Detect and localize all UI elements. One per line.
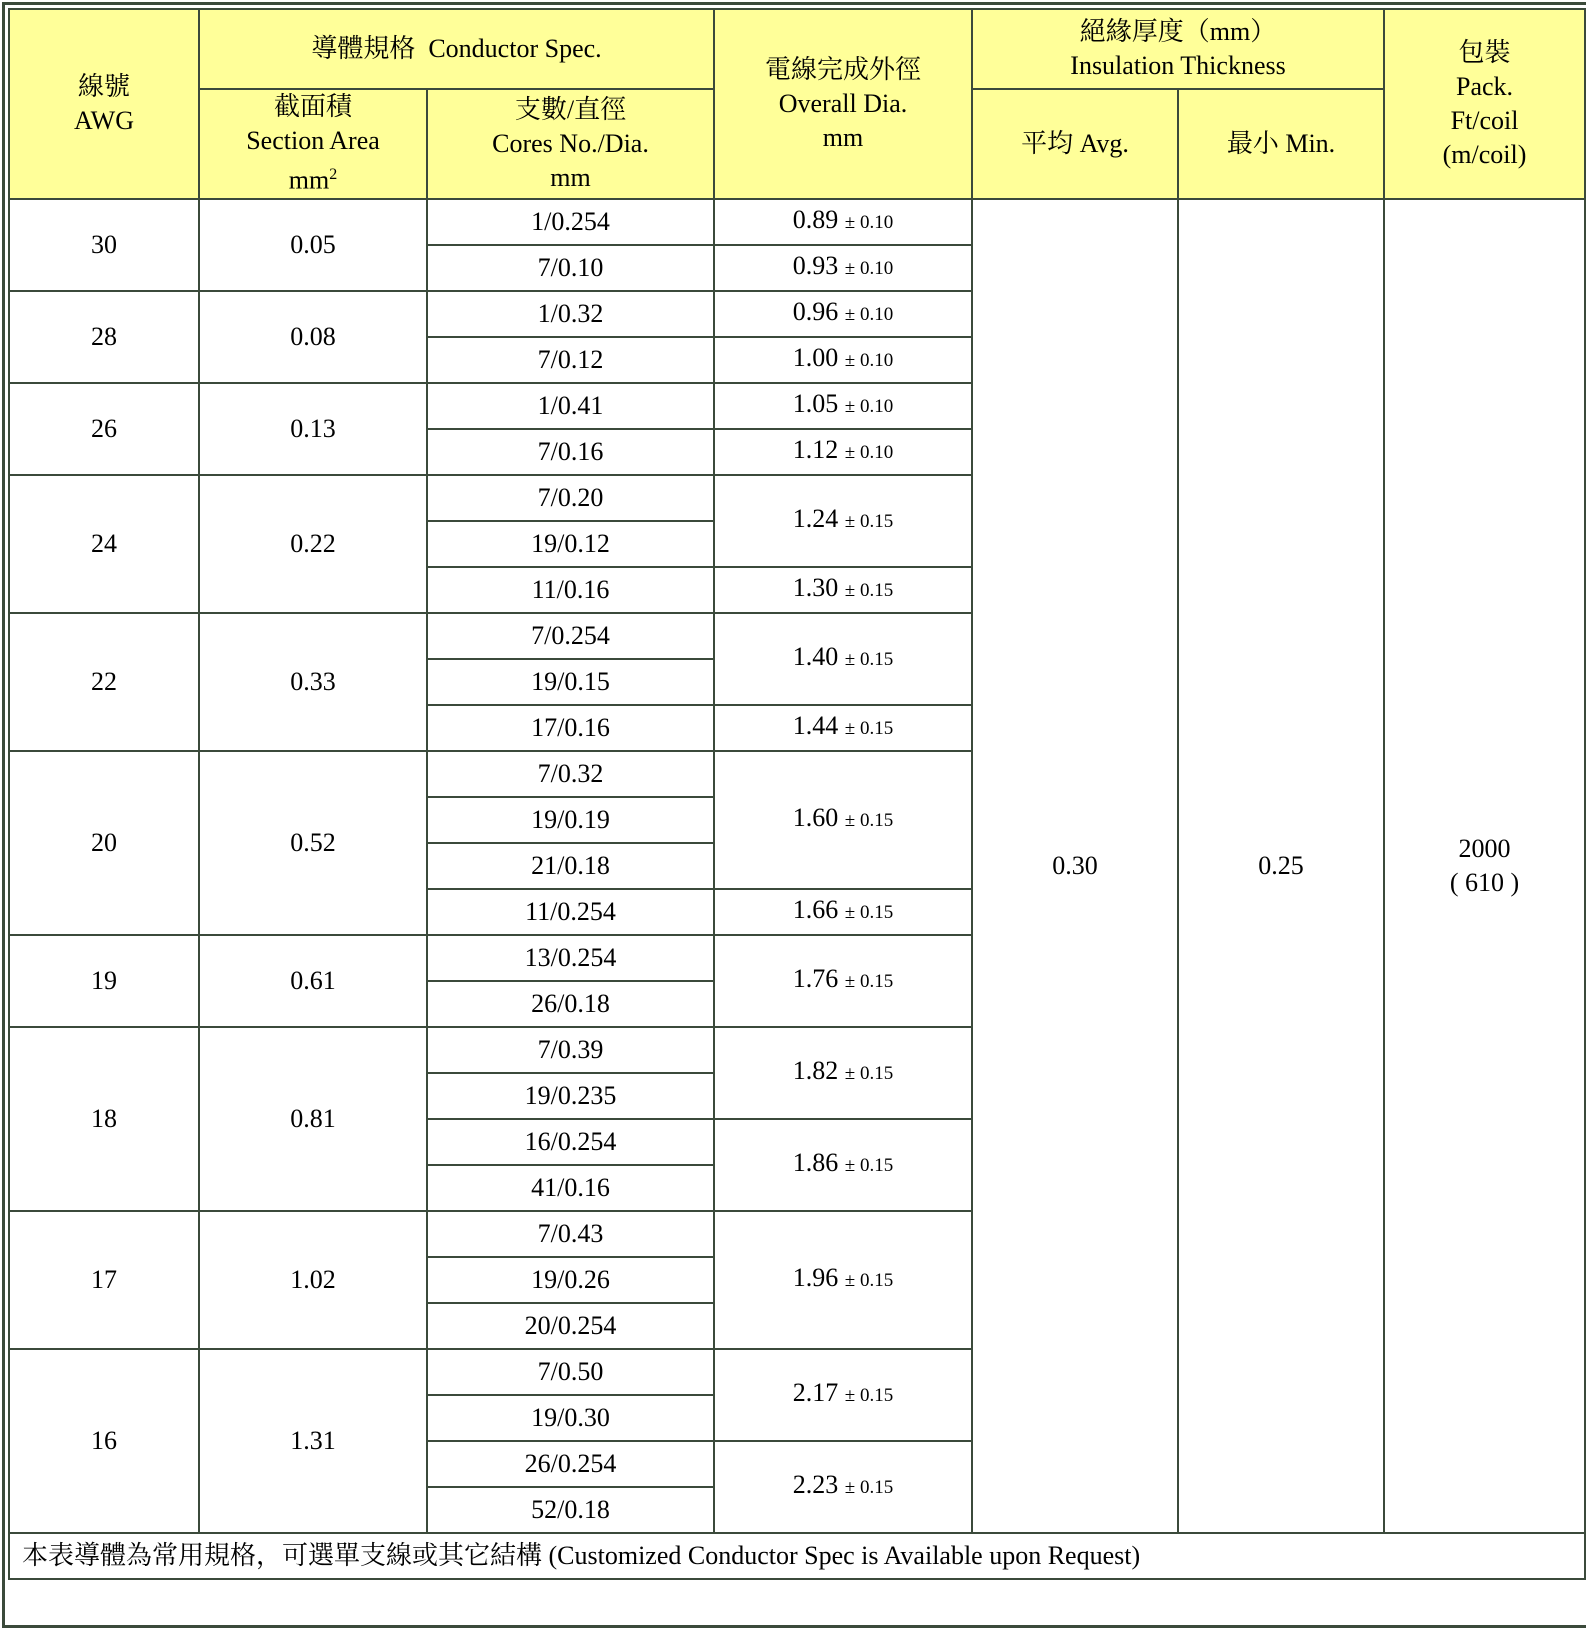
- awg-cell: 24: [9, 475, 199, 613]
- overall-dia-value: 1.24: [792, 504, 839, 534]
- conductor-spec-header: 導體規格 Conductor Spec.: [199, 9, 714, 89]
- section-area-cell: 0.61: [199, 935, 427, 1027]
- section-area-cell: 0.52: [199, 751, 427, 935]
- cores-dia-header: 支數/直徑 Cores No./Dia. mm: [427, 89, 714, 199]
- cores-cell: 7/0.16: [427, 429, 714, 475]
- awg-cell: 22: [9, 613, 199, 751]
- cores-cell: 19/0.19: [427, 797, 714, 843]
- overall-dia-cell: [714, 245, 972, 291]
- overall-dia-cell: [714, 1349, 972, 1441]
- overall-dia-cell: [714, 1027, 972, 1119]
- overall-dia-value: 1.60: [792, 803, 839, 833]
- overall-dia-value: 0.96: [792, 297, 839, 327]
- overall-dia-value: 0.93: [792, 251, 839, 281]
- cores-cell: 1/0.32: [427, 291, 714, 337]
- cores-cell: 7/0.12: [427, 337, 714, 383]
- insulation-avg-cell: 0.30: [972, 199, 1178, 1533]
- cores-cell: 7/0.10: [427, 245, 714, 291]
- cores-cell: 19/0.26: [427, 1257, 714, 1303]
- overall-dia-cell: [714, 935, 972, 1027]
- overall-dia-value: 2.23: [792, 1470, 839, 1500]
- overall-dia-tolerance: ± 0.15: [844, 1063, 894, 1085]
- section-area-cell: 1.31: [199, 1349, 427, 1533]
- overall-dia-cell: [714, 291, 972, 337]
- overall-dia-cell: [714, 889, 972, 935]
- section-area-cell: 0.08: [199, 291, 427, 383]
- cores-cell: 17/0.16: [427, 705, 714, 751]
- overall-dia-tolerance: ± 0.15: [844, 649, 894, 671]
- cores-cell: 7/0.32: [427, 751, 714, 797]
- awg-cell: 17: [9, 1211, 199, 1349]
- overall-dia-value: 1.00: [792, 343, 839, 373]
- insulation-min-header: 最小 Min.: [1178, 89, 1384, 199]
- overall-dia-tolerance: ± 0.10: [844, 212, 894, 234]
- awg-header: 線號 AWG: [9, 9, 199, 199]
- overall-dia-tolerance: ± 0.15: [844, 1270, 894, 1292]
- cores-cell: 7/0.50: [427, 1349, 714, 1395]
- overall-dia-cell: [714, 705, 972, 751]
- overall-dia-tolerance: ± 0.15: [844, 810, 894, 832]
- cores-cell: 11/0.16: [427, 567, 714, 613]
- cores-cell: 1/0.41: [427, 383, 714, 429]
- pack-header: 包裝 Pack. Ft/coil (m/coil): [1384, 9, 1585, 199]
- section-area-cell: 0.05: [199, 199, 427, 291]
- overall-dia-cell: [714, 567, 972, 613]
- overall-dia-tolerance: ± 0.15: [844, 971, 894, 993]
- overall-dia-tolerance: ± 0.15: [844, 1477, 894, 1499]
- cores-cell: 41/0.16: [427, 1165, 714, 1211]
- overall-dia-tolerance: ± 0.10: [844, 396, 894, 418]
- cores-cell: 19/0.30: [427, 1395, 714, 1441]
- overall-dia-cell: [714, 429, 972, 475]
- overall-dia-tolerance: ± 0.10: [844, 350, 894, 372]
- cores-cell: 11/0.254: [427, 889, 714, 935]
- overall-dia-tolerance: ± 0.10: [844, 258, 894, 280]
- overall-dia-value: 1.66: [792, 895, 839, 925]
- overall-dia-value: 1.82: [792, 1056, 839, 1086]
- cores-cell: 52/0.18: [427, 1487, 714, 1533]
- footnote: 本表導體為常用規格，可選單支線或其它結構 (Customized Conductor Spec is Available upon Request): [9, 1533, 1585, 1579]
- cores-cell: 16/0.254: [427, 1119, 714, 1165]
- overall-dia-tolerance: ± 0.15: [844, 1385, 894, 1407]
- awg-cell: 18: [9, 1027, 199, 1211]
- cores-cell: 19/0.235: [427, 1073, 714, 1119]
- insulation-thickness-header: 絕緣厚度（mm） Insulation Thickness: [972, 9, 1384, 89]
- overall-dia-cell: [714, 1119, 972, 1211]
- cores-cell: 7/0.43: [427, 1211, 714, 1257]
- overall-dia-cell: [714, 1211, 972, 1349]
- overall-dia-cell: [714, 613, 972, 705]
- overall-dia-value: 1.12: [792, 435, 839, 465]
- overall-dia-tolerance: ± 0.15: [844, 718, 894, 740]
- cores-cell: 7/0.254: [427, 613, 714, 659]
- overall-dia-value: 1.86: [792, 1148, 839, 1178]
- wire-spec-table: [8, 8, 1586, 1580]
- insulation-min-cell: 0.25: [1178, 199, 1384, 1533]
- cores-cell: 26/0.18: [427, 981, 714, 1027]
- overall-dia-tolerance: ± 0.10: [844, 442, 894, 464]
- awg-cell: 16: [9, 1349, 199, 1533]
- overall-dia-cell: [714, 751, 972, 889]
- cores-cell: 13/0.254: [427, 935, 714, 981]
- section-area-cell: 1.02: [199, 1211, 427, 1349]
- insulation-avg-header: 平均 Avg.: [972, 89, 1178, 199]
- awg-cell: 20: [9, 751, 199, 935]
- overall-dia-tolerance: ± 0.15: [844, 1155, 894, 1177]
- awg-cell: 30: [9, 199, 199, 291]
- overall-dia-cell: [714, 199, 972, 245]
- section-area-cell: 0.22: [199, 475, 427, 613]
- section-area-header: 截面積 Section Area $mm^2$: [199, 89, 427, 199]
- overall-dia-cell: [714, 383, 972, 429]
- overall-dia-value: 0.89: [792, 205, 839, 235]
- spec-table-frame: [2, 2, 1586, 1628]
- cores-cell: 19/0.15: [427, 659, 714, 705]
- overall-dia-value: 1.40: [792, 642, 839, 672]
- overall-dia-value: 2.17: [792, 1378, 839, 1408]
- overall-dia-cell: [714, 1441, 972, 1533]
- cores-cell: 26/0.254: [427, 1441, 714, 1487]
- overall-dia-value: 1.30: [792, 573, 839, 603]
- overall-dia-value: 1.96: [792, 1263, 839, 1293]
- cores-cell: 20/0.254: [427, 1303, 714, 1349]
- spec-table-body: [9, 199, 1585, 1533]
- overall-dia-tolerance: ± 0.15: [844, 902, 894, 924]
- overall-dia-tolerance: ± 0.10: [844, 304, 894, 326]
- section-area-cell: 0.13: [199, 383, 427, 475]
- overall-dia-cell: [714, 475, 972, 567]
- overall-dia-value: 1.76: [792, 964, 839, 994]
- awg-cell: 28: [9, 291, 199, 383]
- overall-dia-cell: [714, 337, 972, 383]
- section-area-cell: 0.81: [199, 1027, 427, 1211]
- cores-cell: 1/0.254: [427, 199, 714, 245]
- overall-dia-value: 1.44: [792, 711, 839, 741]
- table-row: [9, 199, 1585, 245]
- section-area-cell: 0.33: [199, 613, 427, 751]
- pack-cell: 2000 ( 610 ): [1384, 199, 1585, 1533]
- overall-dia-tolerance: ± 0.15: [844, 511, 894, 533]
- awg-cell: 26: [9, 383, 199, 475]
- overall-dia-header: 電線完成外徑 Overall Dia. mm: [714, 9, 972, 199]
- awg-cell: 19: [9, 935, 199, 1027]
- cores-cell: 19/0.12: [427, 521, 714, 567]
- overall-dia-value: 1.05: [792, 389, 839, 419]
- cores-cell: 7/0.39: [427, 1027, 714, 1073]
- overall-dia-tolerance: ± 0.15: [844, 580, 894, 602]
- cores-cell: 21/0.18: [427, 843, 714, 889]
- cores-cell: 7/0.20: [427, 475, 714, 521]
